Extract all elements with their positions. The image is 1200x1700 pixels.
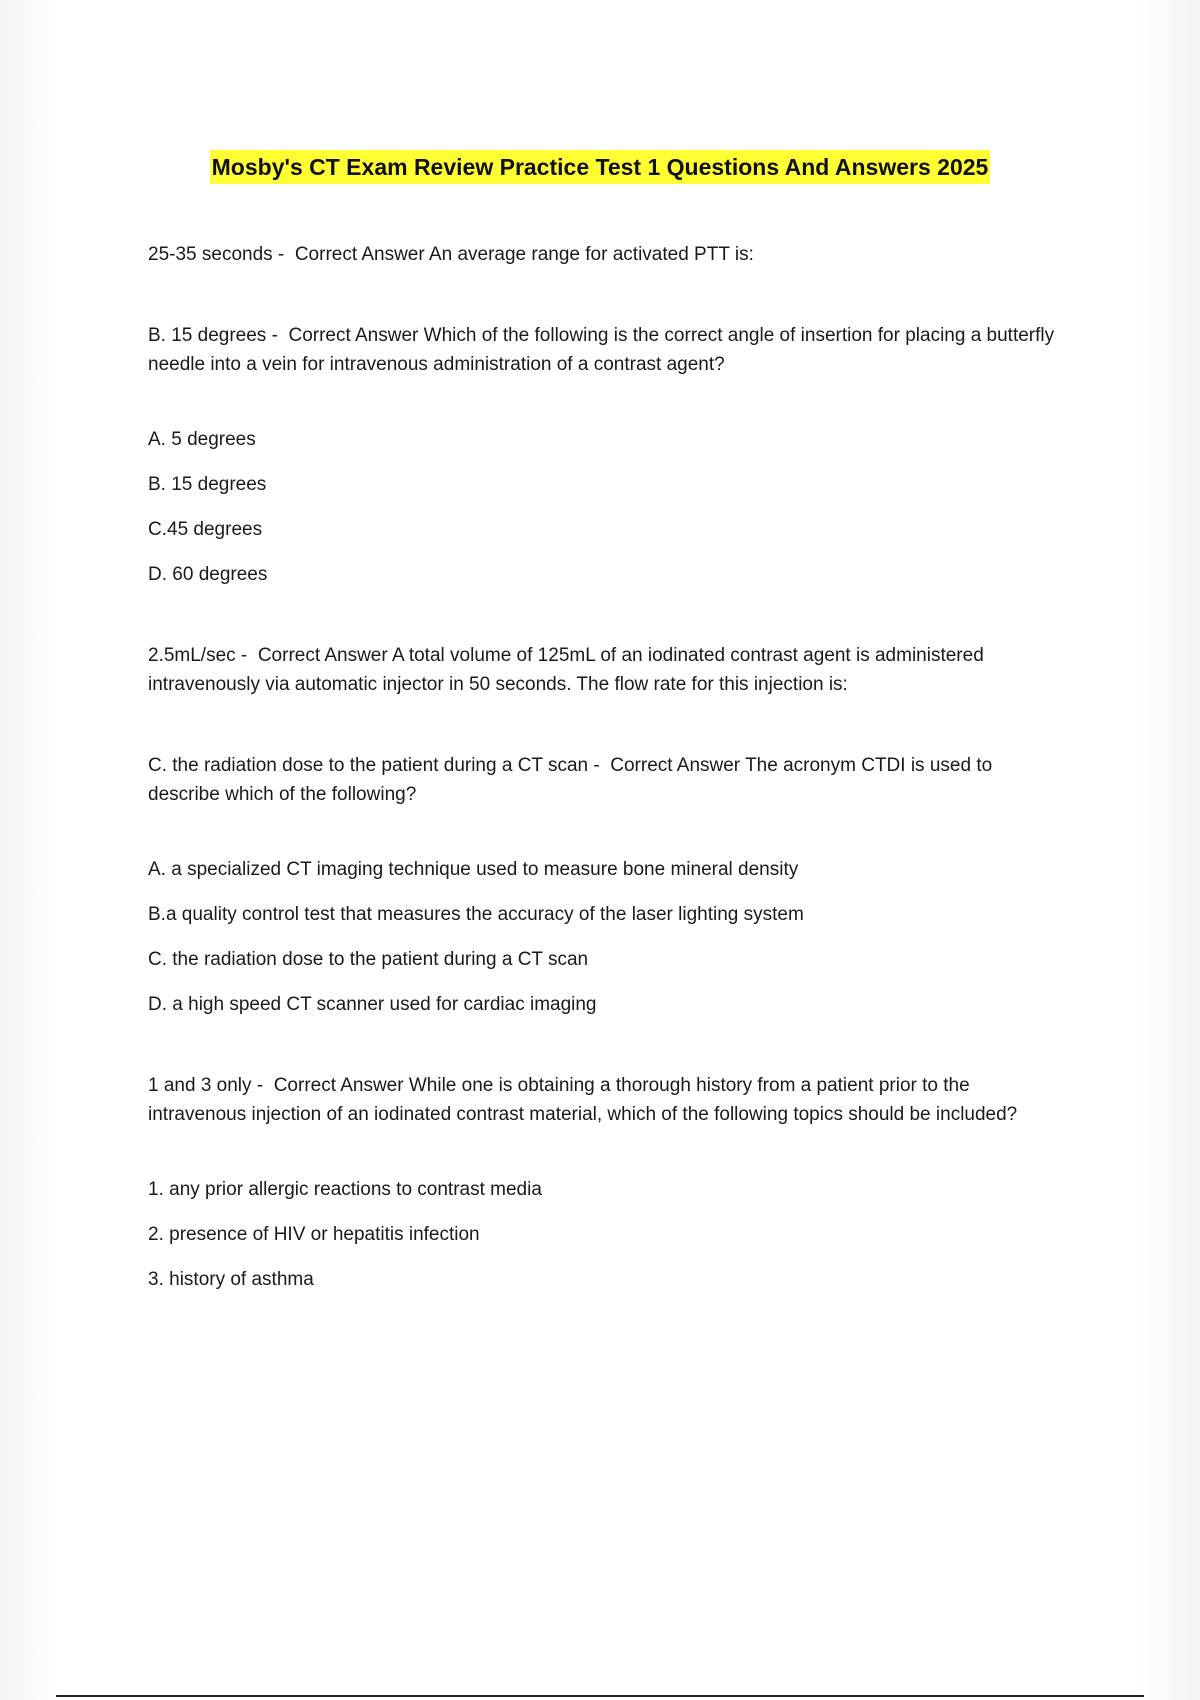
correct-answer-label: Correct Answer	[257, 645, 388, 666]
options-list	[148, 855, 1068, 1019]
qa-text	[148, 641, 1068, 699]
answer-text: B. 15 degrees	[148, 325, 267, 346]
option-item: B.a quality control test that measures the accuracy of the laser lighting system	[148, 904, 804, 925]
question-text: The acronym CTDI is used to describe which of the following?	[148, 755, 993, 805]
qa-text	[148, 240, 1068, 269]
option-item: 1. any prior allergic reactions to contrast media	[148, 1179, 542, 1200]
qa-content	[148, 240, 1068, 1346]
option-item: A. a specialized CT imaging technique used to measure bone mineral density	[148, 859, 799, 880]
qa-item	[148, 240, 1068, 269]
option-item: 3. history of asthma	[148, 1269, 314, 1290]
correct-answer-label: Correct Answer	[288, 325, 419, 346]
qa-text	[148, 321, 1068, 379]
separator: -	[588, 755, 611, 776]
title-container	[0, 150, 1200, 184]
option-item: C.45 degrees	[148, 519, 263, 540]
separator: -	[272, 244, 295, 265]
qa-item	[148, 641, 1068, 699]
answer-text: 1 and 3 only	[148, 1075, 252, 1096]
question-text: Which of the following is the correct angle of insertion for placing a butterfly needle into a vein for intravenous administration of a contrast agent?	[148, 325, 1055, 375]
qa-item	[148, 1071, 1068, 1129]
qa-text	[148, 751, 1068, 809]
option-item: A. 5 degrees	[148, 429, 256, 450]
qa-item	[148, 751, 1068, 809]
option-item: D. a high speed CT scanner used for cardiac imaging	[148, 994, 597, 1015]
question-text: An average range for activated PTT is:	[428, 244, 754, 265]
answer-text: C. the radiation dose to the patient during a CT scan	[148, 755, 589, 776]
separator: -	[235, 645, 258, 666]
question-text: A total volume of 125mL of an iodinated contrast agent is administered intravenously via automatic injector in 50 seconds. The flow rate for this injection is:	[148, 645, 984, 695]
correct-answer-label: Correct Answer	[273, 1075, 404, 1096]
answer-text: 25-35 seconds	[148, 244, 273, 265]
correct-answer-label: Correct Answer	[610, 755, 741, 776]
option-item: D. 60 degrees	[148, 564, 268, 585]
qa-text	[148, 1071, 1068, 1129]
options-list	[148, 1175, 1068, 1294]
answer-text: 2.5mL/sec	[148, 645, 236, 666]
option-item: C. the radiation dose to the patient during a CT scan	[148, 949, 589, 970]
bottom-rule	[56, 1695, 1144, 1697]
correct-answer-label: Correct Answer	[294, 244, 425, 265]
option-item: 2. presence of HIV or hepatitis infection	[148, 1224, 480, 1245]
document-title: Mosby's CT Exam Review Practice Test 1 Questions And Answers 2025	[210, 150, 991, 184]
separator: -	[266, 325, 289, 346]
separator: -	[251, 1075, 274, 1096]
qa-item	[148, 321, 1068, 379]
question-text: While one is obtaining a thorough history from a patient prior to the intravenous injection of an iodinated contrast material, which of the following topics should be included?	[148, 1075, 1018, 1125]
options-list	[148, 425, 1068, 589]
option-item: B. 15 degrees	[148, 474, 267, 495]
